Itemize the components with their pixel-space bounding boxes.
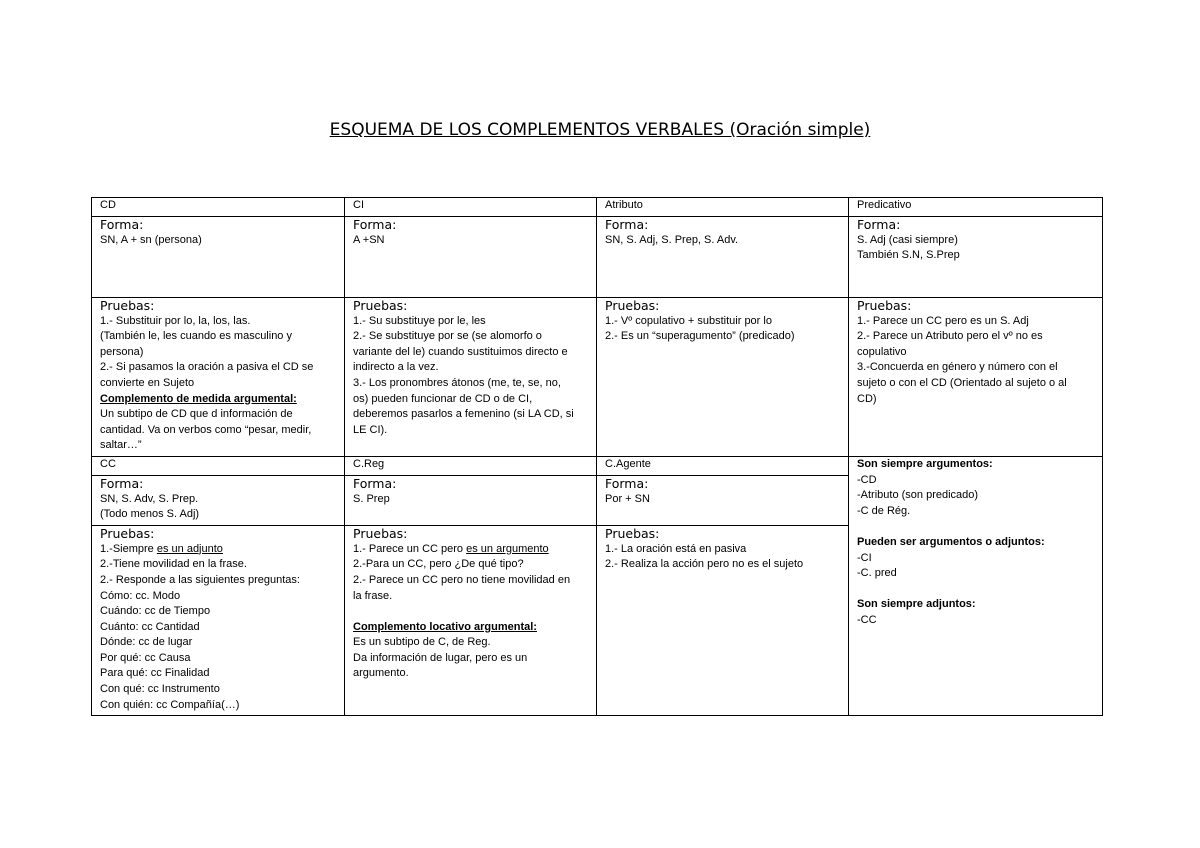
forma-label: Forma: xyxy=(605,475,649,491)
ci-pruebas-line: os) pueden funcionar de CD o de CI, xyxy=(353,392,533,405)
cc-pruebas-cell xyxy=(92,525,345,716)
cc-pruebas-line: Dónde: cc de lugar xyxy=(100,636,193,649)
cagente-forma-cell xyxy=(597,475,849,525)
page-title: ESQUEMA DE LOS COMPLEMENTOS VERBALES (Oración simple) xyxy=(329,120,871,140)
cd-pruebas-line: persona) xyxy=(100,345,144,358)
cd-forma-line: SN, A + sn (persona) xyxy=(100,233,202,246)
header-ci: CI xyxy=(345,198,597,217)
ci-pruebas-line: indirecto a la vez. xyxy=(353,361,439,374)
ci-pruebas-cell xyxy=(345,297,597,456)
spacer xyxy=(353,604,588,620)
cc-forma-line: SN, S. Adv, S. Prep. xyxy=(100,492,199,505)
forma-label: Forma: xyxy=(605,216,649,232)
header-cd: CD xyxy=(92,198,345,217)
atributo-pruebas-cell xyxy=(597,297,849,456)
pruebas-label: Pruebas: xyxy=(857,297,912,313)
creg-pruebas-line: la frase. xyxy=(353,589,393,602)
cc-pruebas-line: Cómo: cc. Modo xyxy=(100,589,181,602)
cd-medida-line: cantidad. Va on verbos como “pesar, medir, xyxy=(100,423,312,436)
header-atributo: Atributo xyxy=(597,198,849,217)
pruebas-row-1 xyxy=(92,297,1103,456)
cd-medida-argumental-title: Complemento de medida argumental: xyxy=(100,392,297,405)
creg-locativo-line: Da información de lugar, pero es un xyxy=(353,651,528,664)
ci-forma-line: A +SN xyxy=(353,233,385,246)
predicativo-pruebas-line: 3.-Concuerda en género y número con el xyxy=(857,361,1058,374)
creg-forma-cell xyxy=(345,475,597,525)
summary-item: -C. pred xyxy=(857,567,897,580)
predicativo-forma-line: S. Adj (casi siempre) xyxy=(857,233,958,246)
cagente-pruebas-line: 1.- La oración está en pasiva xyxy=(605,542,747,555)
spacer xyxy=(857,582,1094,598)
atributo-forma-line: SN, S. Adj, S. Prep, S. Adv. xyxy=(605,233,739,246)
complements-table xyxy=(91,197,1103,716)
summary-pueden-title: Pueden ser argumentos o adjuntos: xyxy=(857,535,1045,548)
cd-pruebas-line: 1.- Substituir por lo, la, los, las. xyxy=(100,314,251,327)
summary-item: -CI xyxy=(857,551,872,564)
header-cagente: C.Agente xyxy=(597,456,849,475)
forma-row-1 xyxy=(92,216,1103,297)
pruebas-label: Pruebas: xyxy=(100,525,155,541)
predicativo-pruebas-line: 2.- Parece un Atributo pero el vº no es xyxy=(857,330,1043,343)
ci-forma-cell xyxy=(345,216,597,297)
cc-pruebas-line: Con qué: cc Instrumento xyxy=(100,683,220,696)
predicativo-pruebas-line: CD) xyxy=(857,392,877,405)
table-header-row-2 xyxy=(92,456,1103,475)
cd-pruebas-line: convierte en Sujeto xyxy=(100,376,195,389)
predicativo-pruebas-line: sujeto o con el CD (Orientado al sujeto o al xyxy=(857,376,1067,389)
cd-forma-cell xyxy=(92,216,345,297)
ci-pruebas-line: 1.- Su substituye por le, les xyxy=(353,314,486,327)
cc-adjunto-underline: es un adjunto xyxy=(156,542,223,555)
predicativo-forma-line: También S.N, S.Prep xyxy=(857,249,960,262)
creg-pruebas-line: 2.-Para un CC, pero ¿De qué tipo? xyxy=(353,558,524,571)
ci-pruebas-line: LE CI). xyxy=(353,423,388,436)
summary-item: -CC xyxy=(857,613,877,626)
header-cc: CC xyxy=(92,456,345,475)
cc-forma-cell xyxy=(92,475,345,525)
ci-pruebas-line: 2.- Se substituye por se (se alomorfo o xyxy=(353,330,542,343)
cc-pruebas-line: Cuándo: cc de Tiempo xyxy=(100,605,211,618)
creg-pruebas-cell xyxy=(345,525,597,716)
argument-summary-cell xyxy=(849,456,1103,715)
summary-item: -Atributo (son predicado) xyxy=(857,489,979,502)
summary-siempre-argumentos-title: Son siempre argumentos: xyxy=(857,457,993,470)
cagente-pruebas-line: 2.- Realiza la acción pero no es el sujeto xyxy=(605,558,804,571)
cc-pruebas-line: Para qué: cc Finalidad xyxy=(100,667,210,680)
header-predicativo: Predicativo xyxy=(849,198,1103,217)
cc-pruebas-line: Con quién: cc Compañía(…) xyxy=(100,698,240,711)
creg-pruebas-first-line xyxy=(353,542,588,558)
pruebas-label: Pruebas: xyxy=(353,525,408,541)
pruebas-label: Pruebas: xyxy=(605,297,660,313)
creg-argumento-underline: es un argumento xyxy=(466,542,549,555)
table-header-row-1 xyxy=(92,198,1103,217)
cd-pruebas-cell xyxy=(92,297,345,456)
header-creg: C.Reg xyxy=(345,456,597,475)
cd-pruebas-line: 2.- Si pasamos la oración a pasiva el CD se xyxy=(100,361,314,374)
cagente-pruebas-cell xyxy=(597,525,849,716)
forma-label: Forma: xyxy=(857,216,901,232)
pruebas-label: Pruebas: xyxy=(100,297,155,313)
atributo-forma-cell xyxy=(597,216,849,297)
forma-label: Forma: xyxy=(353,216,397,232)
cd-pruebas-line: (También le, les cuando es masculino y xyxy=(100,330,292,343)
creg-locativo-argumental-title: Complemento locativo argumental: xyxy=(353,620,537,633)
cc-pruebas-line: 2.- Responde a las siguientes preguntas: xyxy=(100,573,300,586)
forma-label: Forma: xyxy=(100,216,144,232)
cc-pruebas-prefix: 1.-Siempre xyxy=(100,542,157,555)
forma-label: Forma: xyxy=(100,475,144,491)
creg-pruebas-prefix: 1.- Parece un CC pero xyxy=(353,542,467,555)
cc-pruebas-first-line xyxy=(100,542,336,558)
ci-pruebas-line: 3.- Los pronombres átonos (me, te, se, no, xyxy=(353,376,561,389)
summary-item: -C de Rég. xyxy=(857,504,911,517)
creg-forma-line: S. Prep xyxy=(353,492,390,505)
summary-item: -CD xyxy=(857,473,877,486)
cc-pruebas-line: Por qué: cc Causa xyxy=(100,651,191,664)
creg-locativo-line: Es un subtipo de C, de Reg. xyxy=(353,636,491,649)
predicativo-pruebas-cell xyxy=(849,297,1103,456)
pruebas-label: Pruebas: xyxy=(605,525,660,541)
creg-locativo-line: argumento. xyxy=(353,667,409,680)
predicativo-pruebas-line: 1.- Parece un CC pero es un S. Adj xyxy=(857,314,1029,327)
predicativo-pruebas-line: copulativo xyxy=(857,345,907,358)
cc-forma-line: (Todo menos S. Adj) xyxy=(100,508,200,521)
pruebas-label: Pruebas: xyxy=(353,297,408,313)
cagente-forma-line: Por + SN xyxy=(605,492,650,505)
cc-pruebas-line: 2.-Tiene movilidad en la frase. xyxy=(100,558,247,571)
atributo-pruebas-line: 2.- Es un “superagumento” (predicado) xyxy=(605,330,795,343)
atributo-pruebas-line: 1.- Vº copulativo + substituir por lo xyxy=(605,314,772,327)
cd-medida-line: saltar…” xyxy=(100,439,142,452)
ci-pruebas-line: variante del le) cuando sustituimos directo e xyxy=(353,345,568,358)
creg-pruebas-line: 2.- Parece un CC pero no tiene movilidad en xyxy=(353,573,571,586)
predicativo-forma-cell xyxy=(849,216,1103,297)
cc-pruebas-line: Cuánto: cc Cantidad xyxy=(100,620,200,633)
ci-pruebas-line: deberemos pasarlos a femenino (si LA CD, si xyxy=(353,408,574,421)
summary-adjuntos-title: Son siempre adjuntos: xyxy=(857,598,976,611)
forma-label: Forma: xyxy=(353,475,397,491)
cd-medida-line: Un subtipo de CD que d información de xyxy=(100,408,293,421)
spacer xyxy=(857,519,1094,535)
